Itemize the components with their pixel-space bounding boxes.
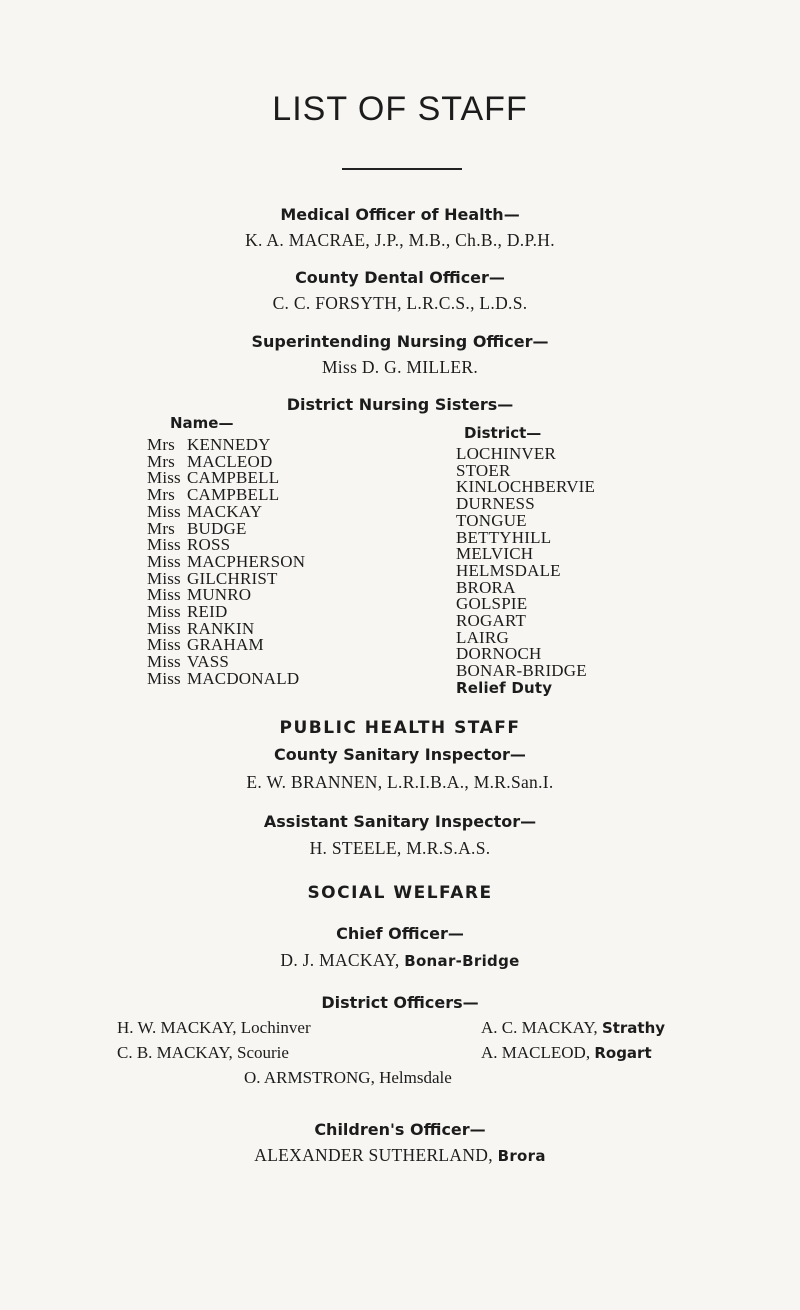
list-item: Miss ROSS (147, 535, 231, 555)
dental-officer-heading: County Dental Officer— (295, 268, 505, 287)
district-officer: C. B. MACKAY, Scourie (117, 1043, 289, 1062)
page-title: LIST OF STAFF (272, 90, 528, 128)
list-item: Mrs BUDGE (147, 518, 247, 538)
list-item: KINLOCHBERVIE (456, 477, 596, 497)
list-item: Miss RANKIN (147, 618, 255, 638)
childrens-officer-heading: Children's Officer— (314, 1120, 486, 1139)
list-item: Miss CAMPBELL (147, 468, 280, 488)
chief-officer-place: Bonar-Bridge (404, 952, 520, 970)
chief-officer-heading: Chief Officer— (336, 924, 464, 943)
list-item: Mrs CAMPBELL (147, 485, 280, 505)
superintending-officer-heading: Superintending Nursing Officer— (251, 332, 549, 351)
assistant-sanitary-name: H. STEELE, M.R.S.A.S. (309, 838, 491, 858)
district-officer: H. W. MACKAY, Lochinver (117, 1018, 311, 1037)
list-item: Miss MUNRO (147, 585, 252, 605)
list-item: Relief Duty (456, 678, 553, 697)
superintending-officer-name: Miss D. G. MILLER. (321, 357, 479, 377)
list-item: Miss MACDONALD (147, 668, 300, 688)
title-divider (342, 168, 462, 170)
list-item: Miss REID (147, 602, 228, 622)
district-officer: A. MACLEOD, Rogart (481, 1043, 652, 1062)
list-item: Miss MACKAY (147, 501, 263, 521)
list-item: DORNOCH (456, 644, 542, 664)
chief-officer-line (0, 950, 800, 971)
list-item: TONGUE (456, 510, 527, 530)
list-item: Miss GILCHRIST (147, 568, 278, 588)
list-item: BONAR-BRIDGE (456, 661, 587, 681)
sisters-district-list (456, 446, 595, 697)
name-column-header: Name— (170, 414, 234, 432)
childrens-officer-place: Brora (497, 1147, 546, 1165)
list-item: GOLSPIE (456, 594, 528, 614)
list-item: LOCHINVER (456, 444, 557, 463)
district-officer: O. ARMSTRONG, Helmsdale (244, 1068, 452, 1087)
assistant-sanitary-heading: Assistant Sanitary Inspector— (263, 812, 537, 831)
childrens-officer-line (0, 1145, 800, 1166)
sisters-name-list (147, 437, 305, 688)
list-item: HELMSDALE (456, 560, 561, 580)
medical-officer-heading: Medical Officer of Health— (280, 205, 520, 224)
district-officers-heading: District Officers— (321, 993, 479, 1012)
list-item: DURNESS (456, 494, 535, 514)
county-sanitary-heading: County Sanitary Inspector— (274, 745, 526, 764)
list-item: Mrs MACLEOD (147, 451, 273, 471)
social-welfare-section-title: SOCIAL WELFARE (307, 883, 493, 903)
list-item: BETTYHILL (456, 527, 552, 547)
list-item: Miss VASS (147, 652, 230, 672)
list-item: BRORA (456, 577, 516, 597)
list-item: Miss MACPHERSON (147, 551, 306, 571)
county-sanitary-name: E. W. BRANNEN, L.R.I.B.A., M.R.San.I. (246, 772, 554, 792)
list-item: ROGART (456, 611, 527, 631)
list-item: Miss GRAHAM (147, 635, 264, 655)
list-item: MELVICH (456, 544, 534, 564)
district-column-header: District— (464, 424, 542, 442)
childrens-officer-name: ALEXANDER SUTHERLAND, (254, 1145, 493, 1165)
list-item: Mrs KENNEDY (147, 435, 271, 454)
public-health-section-title: PUBLIC HEALTH STAFF (279, 718, 521, 738)
dental-officer-name: C. C. FORSYTH, L.R.C.S., L.D.S. (272, 293, 528, 313)
district-officer: A. C. MACKAY, Strathy (481, 1018, 666, 1037)
list-item: STOER (456, 460, 511, 480)
list-item: LAIRG (456, 627, 509, 647)
medical-officer-name: K. A. MACRAE, J.P., M.B., Ch.B., D.P.H. (245, 230, 555, 250)
district-nursing-heading: District Nursing Sisters— (286, 395, 514, 414)
chief-officer-name: D. J. MACKAY, (280, 950, 400, 970)
